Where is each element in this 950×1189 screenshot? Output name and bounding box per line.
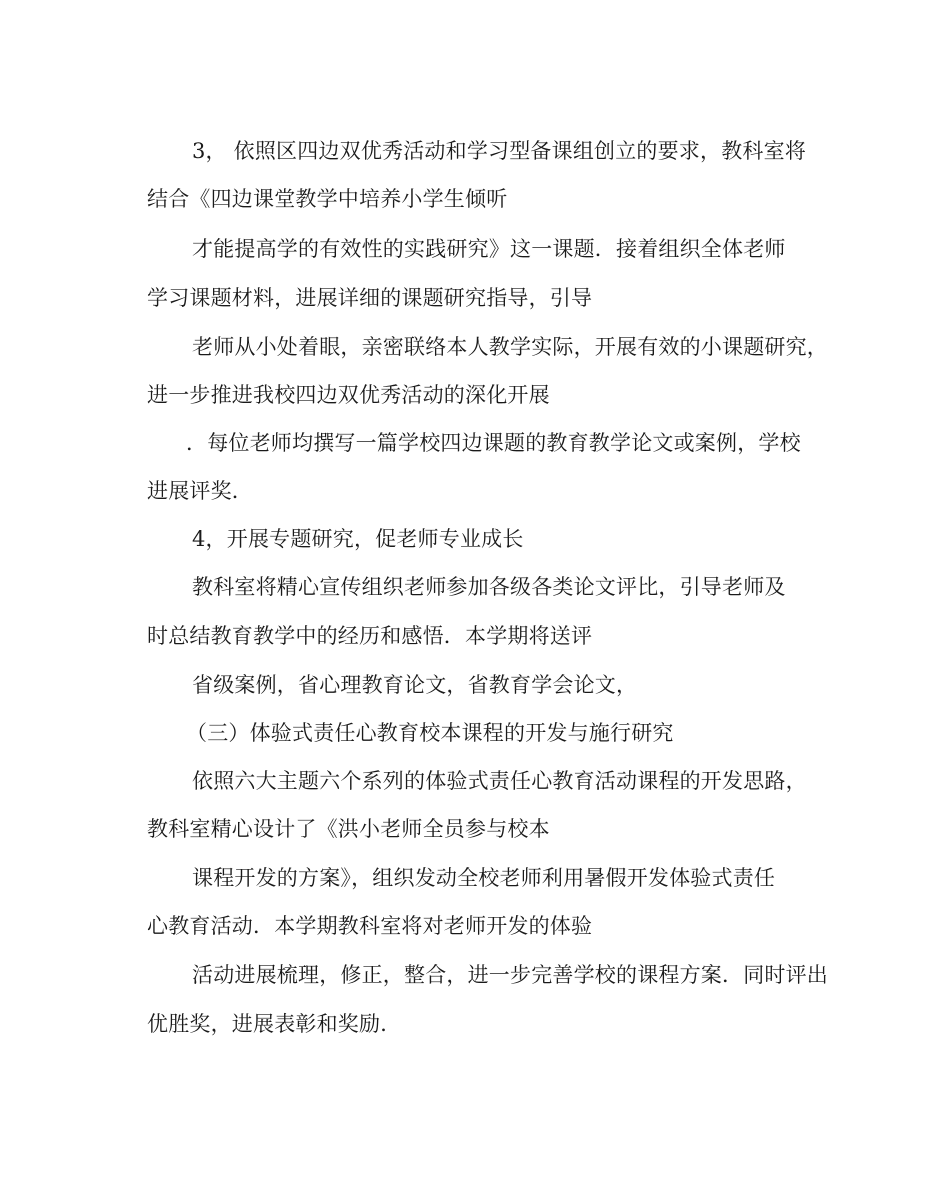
text-line: 学习课题材料，进展详细的课题研究指导，引导 [147, 286, 593, 310]
text-line: 进一步推进我校四边双优秀活动的深化开展 [147, 383, 550, 407]
text-line: 教科室将精心宣传组织老师参加各级各类论文评比，引导老师及 [192, 575, 786, 599]
text-line: ．每位老师均撰写一篇学校四边课题的教育教学论文或案例，学校 [186, 431, 801, 455]
text-line: 时总结教育教学中的经历和感悟．本学期将送评 [147, 624, 593, 648]
text-line: 才能提高学的有效性的实践研究》这一课题．接着组织全体老师 [192, 237, 786, 261]
text-line: 课程开发的方案》，组织发动全校老师利用暑假开发体验式责任 [192, 866, 776, 890]
text-line: 4，开展专题研究，促老师专业成长 [192, 527, 524, 551]
text-line: 3， 依照区四边双优秀活动和学习型备课组创立的要求，教科室将 [192, 139, 807, 163]
text-line: 优胜奖，进展表彰和奖励． [147, 1012, 402, 1036]
text-line: 教科室精心设计了《洪小老师全员参与校本 [147, 817, 550, 841]
text-line: 进展评奖． [147, 479, 253, 503]
text-line: 活动进展梳理，修正，整合，进一步完善学校的课程方案．同时评出 [192, 963, 828, 987]
text-line: 依照六大主题六个系列的体验式责任心教育活动课程的开发思路， [192, 769, 807, 793]
text-line: 老师从小处着眼，亲密联络本人教学实际，开展有效的小课题研究， [192, 335, 828, 359]
text-line: 省级案例，省心理教育论文，省教育学会论文， [192, 673, 638, 697]
text-line: 结合《四边课堂教学中培养小学生倾听 [147, 187, 508, 211]
text-line: （三）体验式责任心教育校本课程的开发与施行研究 [186, 721, 674, 745]
text-line: 心教育活动．本学期教科室将对老师开发的体验 [147, 914, 593, 938]
